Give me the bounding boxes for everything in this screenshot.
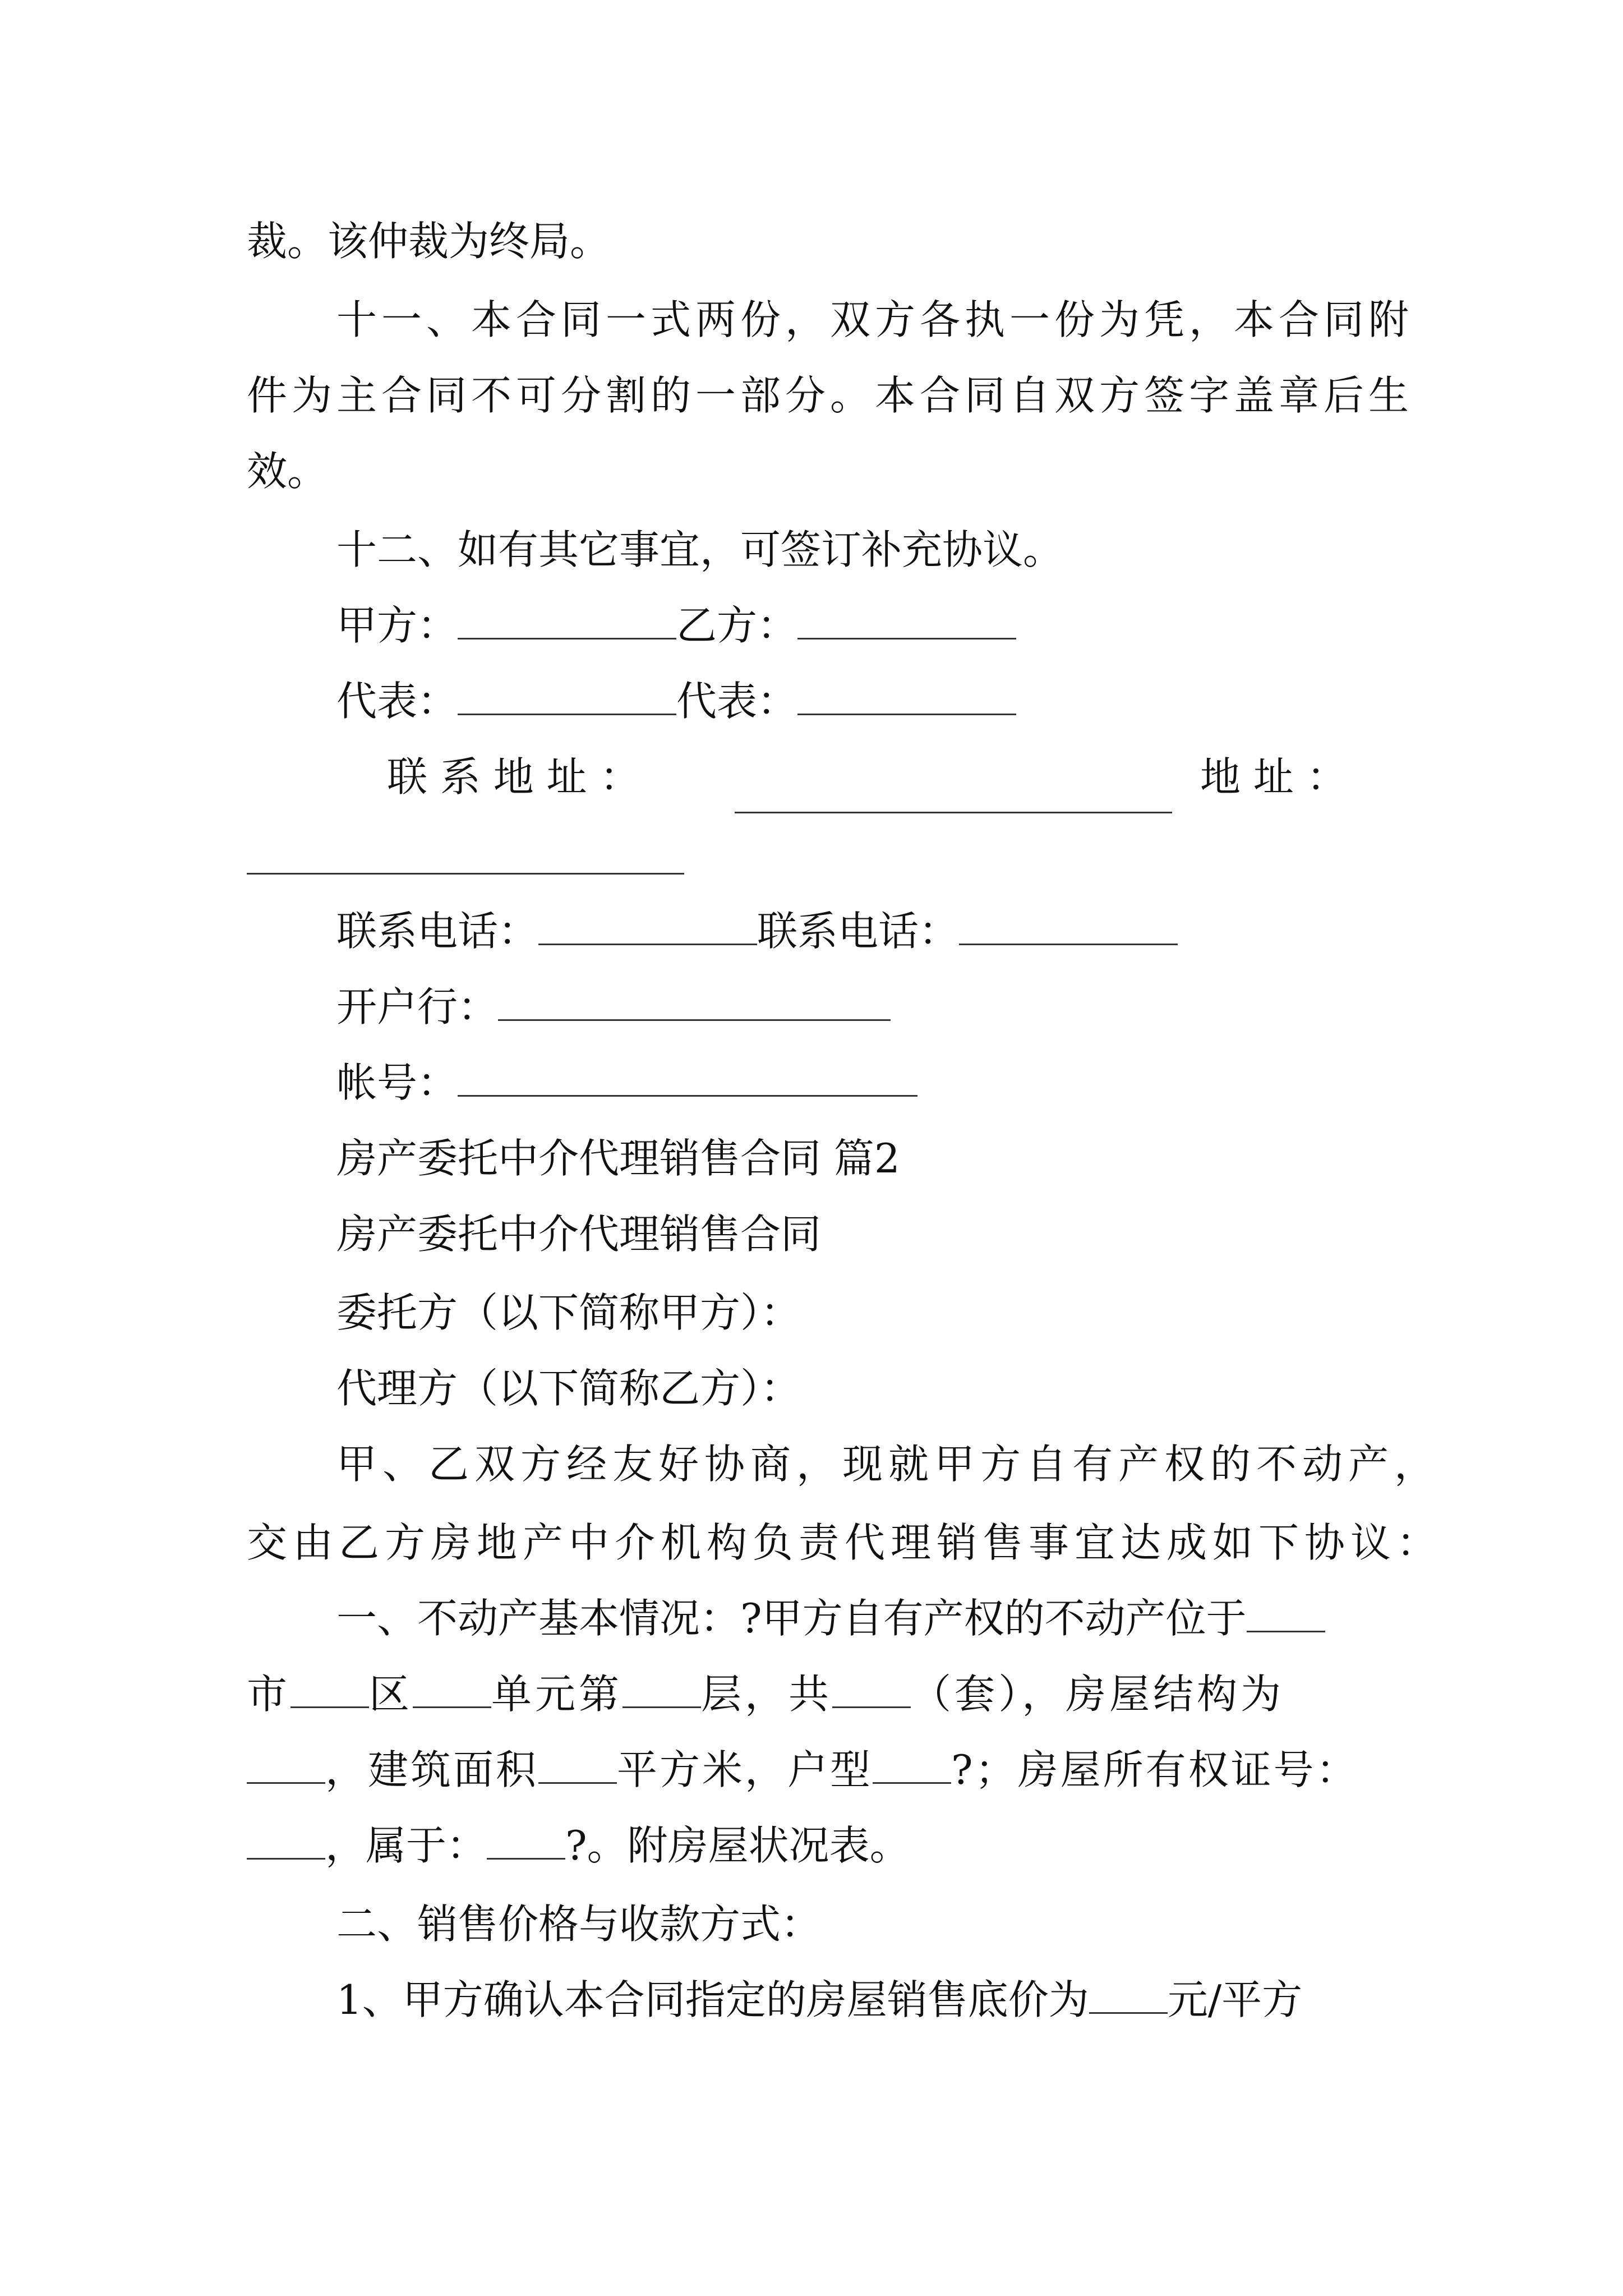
text-line: 十二、如有其它事宜，可签订补充协议。 bbox=[336, 526, 1064, 573]
phone-line: 联系电话： 联系电话： bbox=[336, 898, 1623, 965]
text-line: 件为主合同不可分割的一部分。本合同自双方签字盖章后生 bbox=[247, 372, 1414, 419]
signature-party-line: 甲方： 乙方： bbox=[336, 592, 1623, 659]
blank-field bbox=[623, 1665, 701, 1708]
contract-title: 房产委托中介代理销售合同 bbox=[336, 1211, 822, 1258]
text-line: 一、不动产基本情况：?甲方自有产权的不动产位于 bbox=[336, 1585, 1623, 1652]
text-line: 交由乙方房地产中介机构负责代理销售事宜达成如下协议： bbox=[247, 1519, 1443, 1566]
blank-field bbox=[1247, 1589, 1325, 1632]
blank-field bbox=[247, 831, 684, 875]
blank-field bbox=[487, 1816, 565, 1860]
representative-line: 代表： 代表： bbox=[336, 668, 1623, 735]
blank-field bbox=[832, 1665, 911, 1708]
blank-field bbox=[247, 1816, 325, 1860]
text-line: 市 区 单元第 层，共 （套），房屋结构为 bbox=[247, 1660, 1623, 1728]
blank-field bbox=[291, 1665, 369, 1708]
blank-field bbox=[735, 770, 1172, 813]
text-line: 十一、本合同一式两份，双方各执一份为凭，本合同附 bbox=[336, 296, 1414, 343]
blank-field bbox=[458, 1053, 917, 1097]
address-line-2: 地 址 ： bbox=[1200, 753, 1347, 800]
blank-field bbox=[873, 1741, 951, 1784]
blank-field bbox=[247, 1741, 325, 1784]
blank-field bbox=[1089, 1971, 1168, 2014]
blank-field bbox=[797, 672, 1016, 715]
text-line: 裁。该仲裁为终局。 bbox=[247, 218, 611, 265]
blank-field bbox=[458, 672, 676, 715]
blank-field bbox=[797, 596, 1016, 639]
blank-field bbox=[538, 902, 757, 945]
section-title: 房产委托中介代理销售合同 篇2 bbox=[336, 1135, 900, 1182]
blank-field bbox=[498, 978, 891, 1021]
blank-field bbox=[458, 596, 676, 639]
text-line: 代理方（以下简称乙方）： bbox=[336, 1365, 801, 1412]
bank-line: 开户行： bbox=[336, 973, 1623, 1041]
account-line: 帐号： bbox=[336, 1049, 1623, 1116]
text-line: ，属于： ?。附房屋状况表。 bbox=[247, 1812, 1623, 1879]
text-line: 效。 bbox=[247, 448, 328, 495]
text-line: 1、甲方确认本合同指定的房屋销售底价为 元/平方 bbox=[336, 1966, 1623, 2033]
text-line: 委托方（以下简称甲方）： bbox=[336, 1289, 801, 1336]
text-line: 甲、乙双方经友好协商，现就甲方自有产权的不动产， bbox=[336, 1441, 1441, 1488]
address-line: 联 系 地 址 ： bbox=[387, 753, 640, 800]
text-line: 二、销售价格与收款方式： bbox=[336, 1901, 822, 1948]
blank-field bbox=[413, 1665, 491, 1708]
blank-field bbox=[538, 1741, 617, 1784]
text-line: ，建筑面积 平方米，户型 ?；房屋所有权证号： bbox=[247, 1736, 1623, 1803]
blank-field bbox=[959, 902, 1178, 945]
